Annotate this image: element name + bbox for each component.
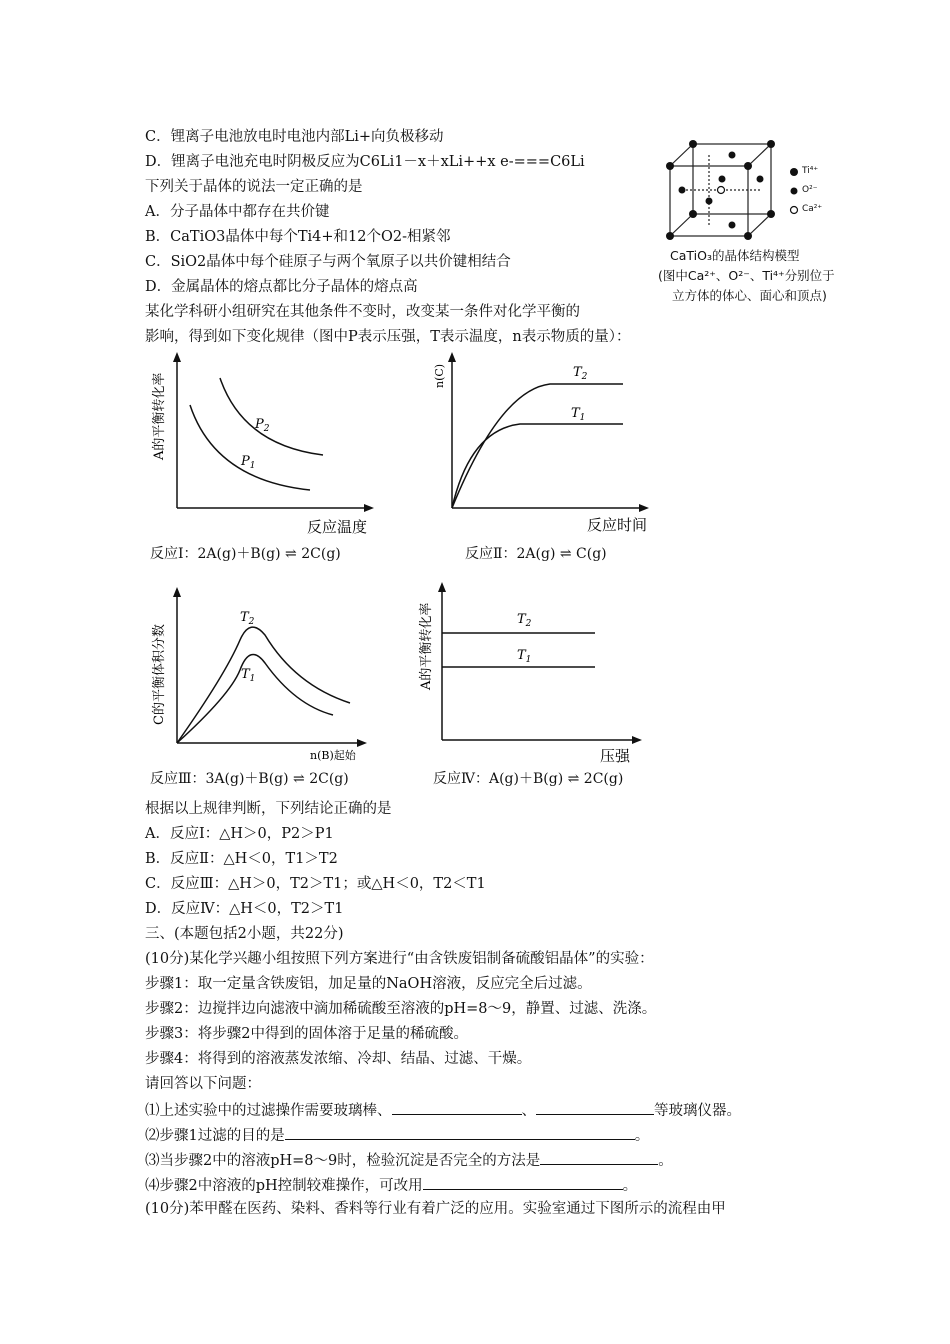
ti-vertex bbox=[744, 162, 752, 170]
x-axis-arrow bbox=[364, 504, 374, 512]
legend-ca-dot bbox=[791, 207, 798, 214]
question-4 bbox=[145, 1175, 637, 1195]
y-axis-arrow bbox=[173, 587, 181, 597]
o-face-center bbox=[757, 176, 764, 183]
crystal-caption-title: CaTiO₃的晶体结构模型 bbox=[670, 248, 800, 263]
label-t2: $T_2$ bbox=[240, 610, 255, 627]
legend-ca-label: Ca²⁺ bbox=[802, 204, 823, 214]
answer-prompt: 请回答以下问题： bbox=[145, 1076, 261, 1092]
section-three-heading: 三、(本题包括2小题，共22分) bbox=[145, 926, 344, 942]
question-3-tail: 。 bbox=[658, 1153, 673, 1169]
option-c-li-battery: C．锂离子电池放电时电池内部Li+向负极移动 bbox=[145, 129, 444, 145]
graph-reaction-2 bbox=[425, 350, 665, 540]
option-c-crystal: C．SiO2晶体中每个硅原子与两个氧原子以共价键相结合 bbox=[145, 254, 511, 270]
ti-vertex bbox=[689, 210, 697, 218]
caption-reaction-3: 反应Ⅲ：3A(g)＋B(g) ⇌ 2C(g) bbox=[150, 771, 349, 787]
legend-ti-label: Ti⁴⁺ bbox=[802, 166, 819, 176]
caption-reaction-2: 反应Ⅱ：2A(g) ⇌ C(g) bbox=[465, 546, 607, 562]
x-axis-label: 反应时间 bbox=[587, 516, 648, 534]
answer-blank-1b[interactable] bbox=[536, 1100, 654, 1115]
curve-t1 bbox=[452, 424, 623, 508]
curve-p1 bbox=[190, 405, 310, 490]
step-1: 步骤1：取一定量含铁废铝，加足量的NaOH溶液，反应完全后过滤。 bbox=[145, 976, 592, 992]
label-p1: $P_1$ bbox=[241, 454, 256, 471]
ti-vertex bbox=[767, 210, 775, 218]
option-b-reaction: B．反应Ⅱ：△H＜0，T1＞T2 bbox=[145, 851, 338, 867]
crystal-caption-line2: (图中Ca²⁺、O²⁻、Ti⁴⁺分别位于 bbox=[658, 268, 835, 283]
legend-o-dot bbox=[791, 188, 798, 195]
y-axis-label: A的平衡转化率 bbox=[152, 372, 167, 460]
option-d-reaction: D．反应Ⅳ：△H＜0，T2＞T1 bbox=[145, 901, 344, 917]
x-axis-arrow bbox=[639, 504, 649, 512]
label-t1: $T_1$ bbox=[571, 406, 586, 423]
caption-reaction-4: 反应Ⅳ：A(g)＋B(g) ⇌ 2C(g) bbox=[433, 771, 624, 787]
question-1-tail: 等玻璃仪器。 bbox=[654, 1103, 741, 1119]
x-axis-arrow bbox=[632, 736, 642, 744]
question-1-text: ⑴上述实验中的过滤操作需要玻璃棒、 bbox=[145, 1103, 392, 1119]
label-p2: $P_2$ bbox=[255, 417, 270, 434]
ti-vertex bbox=[767, 140, 775, 148]
question-1 bbox=[145, 1100, 741, 1120]
ti-vertex bbox=[744, 232, 752, 240]
question-4-text: ⑷步骤2中溶液的pH控制较难操作，可改用 bbox=[145, 1178, 423, 1194]
o-face-center bbox=[729, 222, 736, 229]
option-d-crystal: D．金属晶体的熔点都比分子晶体的熔点高 bbox=[145, 279, 418, 295]
ti-vertex bbox=[689, 140, 697, 148]
curve-t2 bbox=[177, 627, 350, 743]
x-axis-label: n(B)起始 bbox=[310, 749, 356, 762]
option-d-li-battery: D．锂离子电池充电时阴极反应为C6Li1－x＋xLi++x e-===C6Li bbox=[145, 154, 585, 170]
question-2 bbox=[145, 1125, 649, 1145]
curve-t1 bbox=[177, 654, 333, 743]
label-t1: $T_1$ bbox=[517, 648, 532, 665]
o-face-center bbox=[679, 187, 686, 194]
legend-o-label: O²⁻ bbox=[802, 185, 818, 195]
question-2-text: ⑵步骤1过滤的目的是 bbox=[145, 1128, 285, 1144]
crystal-caption-line3: 立方体的体心、面心和顶点) bbox=[672, 288, 827, 303]
y-axis-label: n(C) bbox=[433, 363, 446, 388]
answer-blank-4[interactable] bbox=[423, 1175, 623, 1190]
question-2-tail: 。 bbox=[634, 1128, 650, 1144]
o-face-center bbox=[719, 176, 726, 183]
label-t1: $T_1$ bbox=[241, 667, 256, 684]
option-c-reaction: C．反应Ⅲ：△H＞0，T2＞T1；或△H＜0，T2＜T1 bbox=[145, 876, 486, 892]
question-equilibrium-line2: 影响，得到如下变化规律（图中P表示压强，T表示温度，n表示物质的量）： bbox=[145, 329, 631, 345]
benzaldehyde-intro: (10分)苯甲醛在医药、染料、香料等行业有着广泛的应用。实验室通过下图所示的流程由甲 bbox=[145, 1201, 726, 1217]
x-axis-arrow bbox=[357, 739, 367, 747]
question-crystal: 下列关于晶体的说法一定正确的是 bbox=[145, 179, 363, 195]
option-b-crystal: B．CaTiO3晶体中每个Ti4+和12个O2-相紧邻 bbox=[145, 229, 451, 245]
crystal-structure-figure bbox=[648, 128, 878, 318]
ti-vertex bbox=[666, 232, 674, 240]
graph-reaction-1 bbox=[145, 350, 405, 540]
step-2: 步骤2：边搅拌边向滤液中滴加稀硫酸至溶液的pH=8～9，静置、过滤、洗涤。 bbox=[145, 1001, 657, 1017]
answer-blank-2[interactable] bbox=[285, 1125, 635, 1140]
y-axis-label: C的平衡体积分数 bbox=[152, 624, 167, 725]
caption-reaction-1: 反应Ⅰ：2A(g)＋B(g) ⇌ 2C(g) bbox=[150, 546, 341, 562]
x-axis-label: 反应温度 bbox=[307, 518, 368, 536]
y-axis-arrow bbox=[438, 582, 446, 592]
curve-t2 bbox=[452, 384, 623, 508]
graph-reaction-3 bbox=[145, 575, 405, 765]
question-1-sep: 、 bbox=[521, 1103, 536, 1119]
answer-blank-1a[interactable] bbox=[392, 1100, 522, 1115]
question-3-text: ⑶当步骤2中的溶液pH=8～9时，检验沉淀是否完全的方法是 bbox=[145, 1153, 541, 1169]
graph-reaction-4 bbox=[410, 575, 660, 765]
y-axis-arrow bbox=[173, 352, 181, 362]
x-axis-label: 压强 bbox=[600, 747, 631, 765]
experiment-intro: (10分)某化学兴趣小组按照下列方案进行“由含铁废铝制备硫酸铝晶体”的实验： bbox=[145, 951, 654, 967]
option-a-reaction: A．反应Ⅰ：△H＞0，P2＞P1 bbox=[145, 826, 334, 842]
answer-blank-3[interactable] bbox=[540, 1150, 658, 1165]
ca-body-center bbox=[718, 187, 725, 194]
o-face-center bbox=[729, 152, 736, 159]
label-t2: $T_2$ bbox=[517, 612, 532, 629]
ti-vertex bbox=[666, 162, 674, 170]
y-axis-label: A的平衡转化率 bbox=[419, 602, 434, 690]
question-conclusion: 根据以上规律判断，下列结论正确的是 bbox=[145, 801, 392, 817]
step-3: 步骤3：将步骤2中得到的固体溶于足量的稀硫酸。 bbox=[145, 1026, 468, 1042]
question-3 bbox=[145, 1150, 673, 1170]
legend-ti-dot bbox=[790, 168, 798, 176]
label-t2: $T_2$ bbox=[573, 365, 588, 382]
curve-p2 bbox=[220, 378, 323, 455]
step-4: 步骤4：将得到的溶液蒸发浓缩、冷却、结晶、过滤、干燥。 bbox=[145, 1051, 532, 1067]
option-a-crystal: A．分子晶体中都存在共价键 bbox=[145, 204, 330, 220]
y-axis-arrow bbox=[448, 352, 456, 362]
o-face-center bbox=[706, 198, 713, 205]
question-equilibrium-line1: 某化学科研小组研究在其他条件不变时，改变某一条件对化学平衡的 bbox=[145, 304, 580, 320]
question-4-tail: 。 bbox=[622, 1178, 638, 1194]
